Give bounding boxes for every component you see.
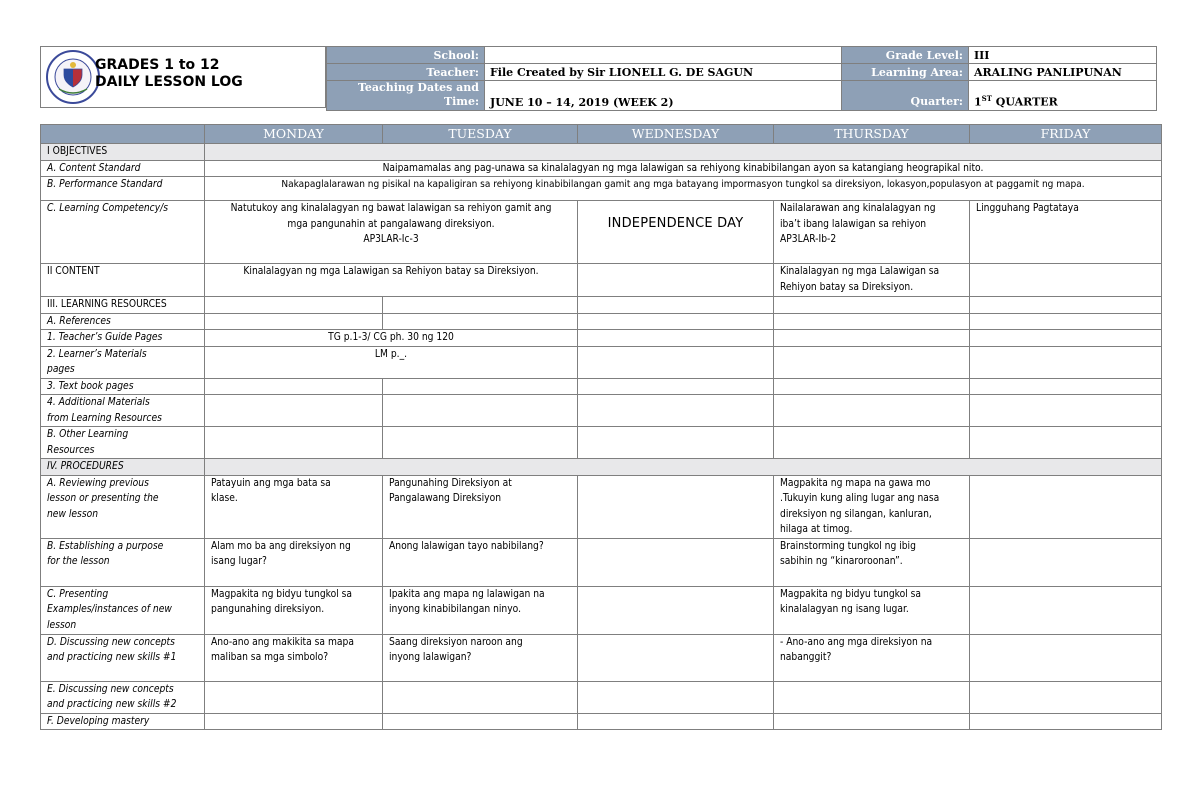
content-standard-label: A. Content Standard bbox=[41, 160, 205, 177]
dll-title-line2: DAILY LESSON LOG bbox=[95, 74, 243, 90]
line: hilaga at timog. bbox=[780, 524, 853, 535]
objectives-section: I OBJECTIVES bbox=[41, 144, 205, 161]
learning-area-label: Learning Area: bbox=[842, 64, 969, 81]
cell bbox=[578, 681, 774, 713]
cell bbox=[205, 713, 383, 730]
line: pangunahing direksiyon. bbox=[211, 604, 325, 615]
line: .Tukuyin kung aling lugar ang nasa bbox=[780, 493, 940, 504]
line: for the lesson bbox=[47, 556, 110, 567]
reviewing-tue bbox=[383, 475, 578, 538]
teachers-guide-value: TG p.1-3/ CG ph. 30 ng 120 bbox=[205, 330, 578, 347]
competency-thu-line2: iba’t ibang lalawigan sa rehiyon bbox=[780, 218, 927, 230]
presenting-mon bbox=[205, 586, 383, 634]
competency-fri: Lingguhang Pagtataya bbox=[970, 201, 1162, 264]
cell bbox=[383, 427, 578, 459]
line: Ano-ano ang makikita sa mapa bbox=[211, 636, 354, 648]
teachers-guide-label: 1. Teacher’s Guide Pages bbox=[41, 330, 205, 347]
line: inyong lalawigan? bbox=[389, 652, 472, 663]
cell bbox=[970, 297, 1162, 314]
line: Examples/instances of new bbox=[47, 604, 172, 615]
day-monday: MONDAY bbox=[205, 125, 383, 144]
discussing-1-label bbox=[41, 634, 205, 681]
learning-area-value: ARALING PANLIPUNAN bbox=[969, 64, 1157, 81]
cell bbox=[578, 395, 774, 427]
competency-thu-code: AP3LAR-Ib-2 bbox=[780, 234, 837, 245]
line: Anong lalawigan tayo nabibilang? bbox=[389, 540, 544, 552]
performance-standard-label: B. Performance Standard bbox=[41, 177, 205, 201]
quarter-text: QUARTER bbox=[991, 96, 1058, 109]
line: A. Reviewing previous bbox=[47, 477, 149, 489]
line: kinalalagyan ng isang lugar. bbox=[780, 604, 909, 615]
line: maliban sa mga simbolo? bbox=[211, 652, 329, 663]
line: B. Establishing a purpose bbox=[47, 540, 164, 552]
teaching-dates-label bbox=[327, 81, 485, 111]
cell bbox=[383, 713, 578, 730]
line: and practicing new skills #2 bbox=[47, 699, 177, 710]
dll-title-block bbox=[40, 46, 326, 108]
quarter-suffix: ST bbox=[981, 94, 992, 104]
cell bbox=[970, 395, 1162, 427]
learners-materials-value: LM p._. bbox=[205, 346, 578, 378]
teaching-dates-label-line2: Time: bbox=[443, 95, 479, 108]
line: direksiyon ng silangan, kanluran, bbox=[780, 508, 932, 520]
day-friday: FRIDAY bbox=[970, 125, 1162, 144]
day-header-blank bbox=[41, 125, 205, 144]
cell bbox=[383, 297, 578, 314]
line: Pangalawang Direksiyon bbox=[389, 493, 502, 504]
teaching-dates-value: JUNE 10 – 14, 2019 (WEEK 2) bbox=[485, 81, 842, 111]
discussing-1-tue bbox=[383, 634, 578, 681]
cell bbox=[205, 297, 383, 314]
cell bbox=[205, 427, 383, 459]
line: Magpakita ng bidyu tungkol sa bbox=[780, 588, 922, 600]
cell bbox=[774, 297, 970, 314]
additional-materials-line1: 4. Additional Materials bbox=[47, 397, 150, 408]
presenting-label bbox=[41, 586, 205, 634]
day-wednesday: WEDNESDAY bbox=[578, 125, 774, 144]
additional-materials-line2: from Learning Resources bbox=[47, 412, 162, 424]
learners-materials-label-line1: 2. Learner’s Materials bbox=[47, 348, 147, 360]
cell bbox=[970, 681, 1162, 713]
line: Saang direksiyon naroon ang bbox=[389, 636, 523, 648]
other-resources-label bbox=[41, 427, 205, 459]
cell bbox=[578, 313, 774, 330]
teaching-dates-label-line1: Teaching Dates and bbox=[357, 81, 479, 94]
line: Magpakita ng bidyu tungkol sa bbox=[211, 588, 353, 600]
textbook-label: 3. Text book pages bbox=[41, 378, 205, 395]
cell bbox=[970, 313, 1162, 330]
reviewing-mon bbox=[205, 475, 383, 538]
line: inyong kinabibilangan ninyo. bbox=[389, 604, 521, 615]
school-value bbox=[485, 47, 842, 64]
procedures-band bbox=[205, 459, 1162, 476]
content-wed bbox=[578, 264, 774, 297]
competency-mon-tue bbox=[205, 201, 578, 264]
content-fri bbox=[970, 264, 1162, 297]
cell bbox=[205, 313, 383, 330]
line: sabihin ng “kinaroroonan”. bbox=[780, 556, 903, 567]
quarter-label: Quarter: bbox=[842, 81, 969, 111]
learning-competency-label: C. Learning Competency/s bbox=[41, 201, 205, 264]
cell bbox=[774, 395, 970, 427]
cell bbox=[578, 297, 774, 314]
competency-thu bbox=[774, 201, 970, 264]
discussing-1-fri bbox=[970, 634, 1162, 681]
learners-materials-label bbox=[41, 346, 205, 378]
content-thu-line2: Rehiyon batay sa Direksiyon. bbox=[780, 281, 914, 293]
line: new lesson bbox=[47, 508, 99, 520]
cell bbox=[578, 713, 774, 730]
cell bbox=[383, 395, 578, 427]
purpose-tue bbox=[383, 538, 578, 586]
line: lesson bbox=[47, 619, 77, 631]
cell bbox=[578, 346, 774, 378]
line: nabanggit? bbox=[780, 652, 832, 663]
cell bbox=[383, 681, 578, 713]
cell bbox=[205, 681, 383, 713]
purpose-wed bbox=[578, 538, 774, 586]
lesson-log-table bbox=[40, 124, 1162, 730]
cell bbox=[774, 313, 970, 330]
cell bbox=[970, 346, 1162, 378]
purpose-fri bbox=[970, 538, 1162, 586]
content-standard-text: Naipamamalas ang pag-unawa sa kinalalagyan ng mga lalawigan sa rehiyong kinabibilangan ayon sa katangiang heograpikal nito. bbox=[205, 160, 1162, 177]
competency-thu-line1: Nailalarawan ang kinalalagyan ng bbox=[780, 203, 936, 214]
presenting-tue bbox=[383, 586, 578, 634]
independence-day-text: INDEPENDENCE DAY bbox=[607, 216, 744, 231]
discussing-1-mon bbox=[205, 634, 383, 681]
discussing-2-label bbox=[41, 681, 205, 713]
cell bbox=[205, 378, 383, 395]
discussing-1-thu bbox=[774, 634, 970, 681]
content-label: II CONTENT bbox=[41, 264, 205, 297]
learning-resources-section: III. LEARNING RESOURCES bbox=[41, 297, 205, 314]
purpose-thu bbox=[774, 538, 970, 586]
cell bbox=[383, 313, 578, 330]
reviewing-label bbox=[41, 475, 205, 538]
references-label: A. References bbox=[41, 313, 205, 330]
dll-title-line1: GRADES 1 to 12 bbox=[95, 57, 220, 73]
teacher-label: Teacher: bbox=[327, 64, 485, 81]
content-thu-line1: Kinalalagyan ng mga Lalawigan sa bbox=[780, 266, 940, 277]
line: Magpakita ng mapa na gawa mo bbox=[780, 477, 931, 489]
presenting-fri bbox=[970, 586, 1162, 634]
line: Pangunahing Direksiyon at bbox=[389, 477, 512, 489]
competency-wed bbox=[578, 201, 774, 264]
quarter-number: 1 bbox=[974, 96, 982, 109]
deped-seal-logo bbox=[45, 49, 101, 105]
school-label: School: bbox=[327, 47, 485, 64]
line: klase. bbox=[211, 493, 238, 504]
objectives-band bbox=[205, 144, 1162, 161]
procedures-section: IV. PROCEDURES bbox=[41, 459, 205, 476]
day-thursday: THURSDAY bbox=[774, 125, 970, 144]
line: and practicing new skills #1 bbox=[47, 652, 177, 663]
content-mon-tue: Kinalalagyan ng mga Lalawigan sa Rehiyon batay sa Direksiyon. bbox=[205, 264, 578, 297]
competency-mon-tue-line2: mga pangunahin at pangalawang direksiyon. bbox=[287, 218, 495, 230]
line: Patayuin ang mga bata sa bbox=[211, 477, 331, 489]
reviewing-thu bbox=[774, 475, 970, 538]
teacher-value: File Created by Sir LIONELL G. DE SAGUN bbox=[485, 64, 842, 81]
cell bbox=[205, 395, 383, 427]
grade-level-label: Grade Level: bbox=[842, 47, 969, 64]
line: lesson or presenting the bbox=[47, 493, 159, 504]
cell bbox=[970, 427, 1162, 459]
cell bbox=[774, 713, 970, 730]
additional-materials-label bbox=[41, 395, 205, 427]
line: - Ano-ano ang mga direksiyon na bbox=[780, 636, 933, 648]
line: Alam mo ba ang direksiyon ng bbox=[211, 540, 351, 552]
presenting-wed bbox=[578, 586, 774, 634]
purpose-mon bbox=[205, 538, 383, 586]
line: D. Discussing new concepts bbox=[47, 636, 175, 648]
presenting-thu bbox=[774, 586, 970, 634]
reviewing-wed bbox=[578, 475, 774, 538]
purpose-label bbox=[41, 538, 205, 586]
day-header-row bbox=[41, 125, 1162, 144]
line: isang lugar? bbox=[211, 556, 267, 567]
dll-title bbox=[95, 57, 243, 91]
cell bbox=[383, 378, 578, 395]
cell bbox=[774, 330, 970, 347]
developing-mastery-label: F. Developing mastery bbox=[41, 713, 205, 730]
other-resources-line1: B. Other Learning bbox=[47, 429, 129, 440]
competency-mon-tue-line1: Natutukoy ang kinalalagyan ng bawat lalawigan sa rehiyon gamit ang bbox=[230, 203, 552, 214]
other-resources-line2: Resources bbox=[47, 444, 95, 456]
cell bbox=[774, 378, 970, 395]
quarter-value bbox=[969, 81, 1157, 111]
cell bbox=[578, 427, 774, 459]
line: Brainstorming tungkol ng ibig bbox=[780, 540, 916, 552]
reviewing-fri bbox=[970, 475, 1162, 538]
content-thu bbox=[774, 264, 970, 297]
line: Ipakita ang mapa ng lalawigan na bbox=[389, 588, 545, 600]
cell bbox=[578, 378, 774, 395]
line: C. Presenting bbox=[47, 588, 109, 600]
cell bbox=[578, 330, 774, 347]
discussing-1-wed bbox=[578, 634, 774, 681]
day-tuesday: TUESDAY bbox=[383, 125, 578, 144]
competency-mon-tue-code: AP3LAR-Ic-3 bbox=[363, 234, 419, 245]
line: E. Discussing new concepts bbox=[47, 683, 174, 695]
cell bbox=[774, 346, 970, 378]
cell bbox=[970, 330, 1162, 347]
header-info-table bbox=[326, 46, 1157, 111]
learners-materials-label-line2: pages bbox=[47, 364, 75, 375]
performance-standard-text: Nakapaglalarawan ng pisikal na kapaligiran sa rehiyong kinabibilangan gamit ang mga batayang impormasyon tungkol sa direksiyon, lokasyon,populasyon at paggamit ng mapa. bbox=[205, 177, 1162, 201]
cell bbox=[970, 713, 1162, 730]
cell bbox=[970, 378, 1162, 395]
cell bbox=[774, 427, 970, 459]
cell bbox=[774, 681, 970, 713]
grade-level-value: III bbox=[969, 47, 1157, 64]
